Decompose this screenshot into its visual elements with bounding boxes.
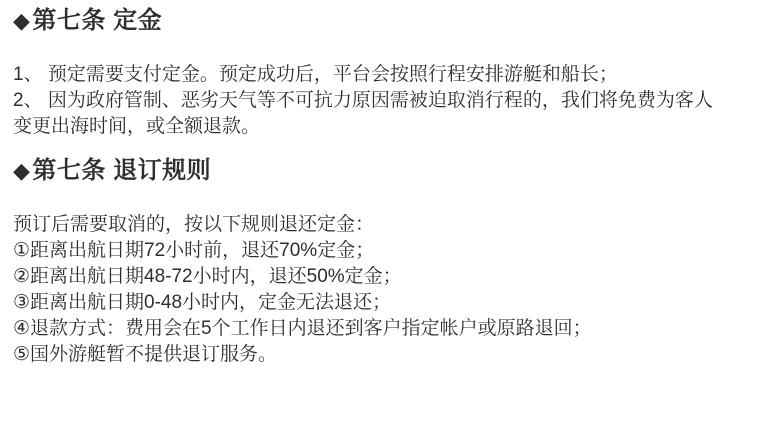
- section-heading-cancellation-label: 第七条 退订规则: [32, 157, 212, 184]
- section-heading-deposit: [13, 6, 760, 36]
- section-heading-cancellation: [13, 156, 760, 186]
- term-line: ④退款方式：费用会在5个工作日内退还到客户指定帐户或原路退回；: [13, 318, 592, 339]
- deposit-terms-body: [13, 62, 760, 140]
- diamond-bullet-icon: ◆: [13, 8, 31, 33]
- term-line: 变更出海时间，或全额退款。: [13, 116, 261, 137]
- term-line: ⑤国外游艇暂不提供退订服务。: [13, 344, 278, 365]
- section-deposit: [13, 6, 760, 140]
- term-line: 2、 因为政府管制、恶劣天气等不可抗力原因需被迫取消行程的，我们将免费为客人: [13, 90, 713, 111]
- term-line: 预订后需要取消的，按以下规则退还定金：: [13, 214, 375, 235]
- section-heading-deposit-label: 第七条 定金: [32, 7, 163, 34]
- section-cancellation-rules: [13, 156, 760, 368]
- term-line: ①距离出航日期72小时前，退还70%定金；: [13, 240, 375, 261]
- diamond-bullet-icon: ◆: [13, 158, 31, 183]
- term-line: ③距离出航日期0-48小时内，定金无法退还；: [13, 292, 392, 313]
- cancellation-terms-body: [13, 212, 760, 368]
- term-line: ②距离出航日期48-72小时内，退还50%定金；: [13, 266, 402, 287]
- term-line: 1、 预定需要支付定金。预定成功后，平台会按照行程安排游艇和船长；: [13, 64, 618, 85]
